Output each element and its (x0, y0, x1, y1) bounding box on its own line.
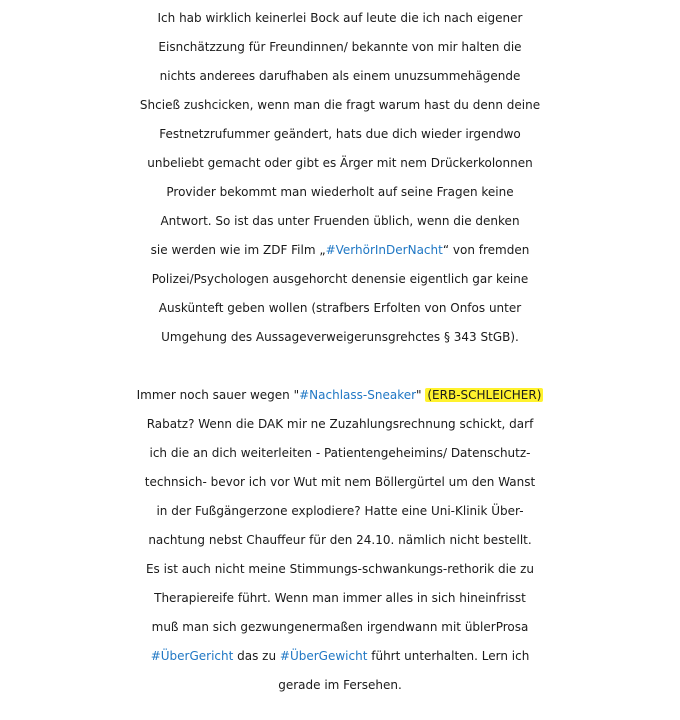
text-line: nachtung nebst Chauffeur für den 24.10. nämlich nicht bestellt. (148, 533, 532, 547)
text-line: Eisnchätzzung für Freundinnen/ bekannte von mir halten die (158, 40, 522, 54)
text-line: Umgehung des Aussageverweigerunsgrehctes § 343 StGB). (161, 330, 519, 344)
text-line: Auskünteft geben wollen (strafbers Erfolten von Onfos unter (158, 301, 522, 315)
text-line: Es ist auch nicht meine Stimmungs-schwankungs-rethorik die zu (145, 562, 535, 576)
text-line: ich die an dich weiterleiten - Patientengeheimins/ Datenschutz- (149, 446, 531, 460)
hashtag-link[interactable]: #ÜberGericht (150, 649, 234, 663)
text-line: technsich- bevor ich vor Wut mit nem Böllergürtel um den Wanst (144, 475, 536, 489)
text-line (0, 642, 680, 671)
text-line: Polizei/Psychologen ausgehorcht denensie eigentlich gar keine (151, 272, 529, 286)
text-line: unbeliebt gemacht oder gibt es Ärger mit nem Drückerkolonnen (147, 156, 533, 170)
text-line (0, 381, 680, 410)
text-span: führt unterhalten. Lern ich (367, 649, 530, 663)
hashtag-link[interactable]: #ÜberGewicht (279, 649, 368, 663)
text-span: Immer noch sauer wegen " (136, 388, 300, 402)
text-span: sie werden wie im ZDF Film „ (150, 243, 326, 257)
text-span: “ von fremden (442, 243, 530, 257)
hashtag-link[interactable]: #VerhörInDerNacht (325, 243, 443, 257)
text-line: Rabatz? Wenn die DAK mir ne Zuzahlungsrechnung schickt, darf (146, 417, 534, 431)
text-span: " (416, 388, 426, 402)
text-line: Provider bekommt man wiederholt auf seine Fragen keine (166, 185, 514, 199)
text-line: muß man sich gezwungenermaßen irgendwann mit üblerProsa (151, 620, 529, 634)
text-line: Antwort. So ist das unter Fruenden üblich, wenn die denken (160, 214, 520, 228)
text-line: gerade im Fersehen. (278, 678, 402, 692)
text-line: Therapiereife führt. Wenn man immer alles in sich hineinfrisst (154, 591, 526, 605)
text-line: in der Fußgängerzone explodiere? Hatte eine Uni-Klinik Über- (156, 504, 524, 518)
hashtag-link[interactable]: #Nachlass-Sneaker (299, 388, 417, 402)
text-line: Shcieß zushcicken, wenn man die fragt warum hast du denn deine (139, 98, 541, 112)
text-line (0, 236, 680, 265)
text-line: Festnetzrufummer geändert, hats due dich wieder irgendwo (159, 127, 521, 141)
text-line: Ich hab wirklich keinerlei Bock auf leute die ich nach eigener (157, 11, 523, 25)
highlighted-text: (ERB-SCHLEICHER) (427, 388, 542, 402)
text-span: das zu (233, 649, 280, 663)
text-line: nichts anderees darufhaben als einem unuzsummehägende (159, 69, 521, 83)
